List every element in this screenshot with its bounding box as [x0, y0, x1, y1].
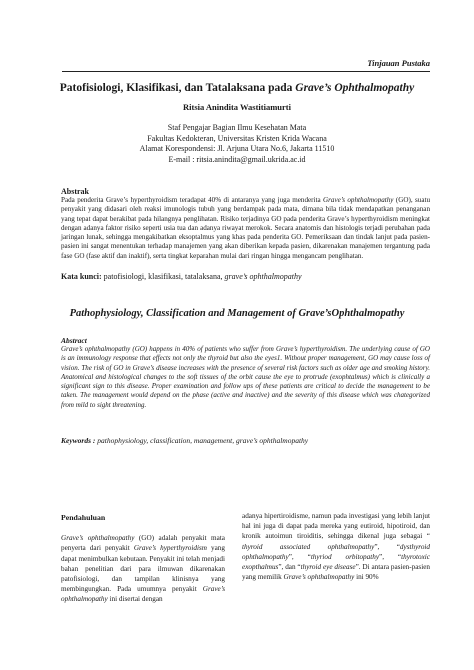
pendahuluan-heading: Pendahuluan — [61, 513, 106, 522]
keywords-text: pathophysiology, classification, management, grave’s ophthalmopathy — [95, 436, 309, 445]
text-italic: dysthyroid ophthalmopathy — [242, 542, 430, 561]
text-part: adanya hipertiroidisme, namun pada investigasi yang lebih lanjut hal ini juga di dapat pada mereka yang eutiroid, hipotiroid, dan kronik autoimun tiroiditis, sehingga dikenal juga sebagai “ — [242, 512, 430, 541]
text-italic: Grave’s ophthalmopathy — [283, 573, 355, 582]
text-italic: thyriod orbitopathy — [310, 552, 380, 561]
abstrak-heading: Abstrak — [61, 187, 90, 196]
body-columns — [61, 513, 430, 653]
section-tag: Tinjauan Pustaka — [367, 58, 430, 68]
text-part: yang dapat menimbulkan kebutaan. Penyakit ini telah menjadi bahan penelitian dari para ilmuwan dikarenakan patofisiologi, dan tampilan klinisnya yang membingungkan. Pada umumnya penyakit — [61, 544, 225, 594]
abstrak-text-part: (GO), suatu penyakit yang didasari oleh reaksi imunologis tubuh yang berdampak pada mata, dimana bila tidak mendapatkan penanganan yang tepat dapat berakibat pada hilangnya penglihatan. Risiko terjadinya GO pada penderita Grave’s hyperthyroidism meningkat dengan adanya faktor risiko seperti usia tua dan adanya riwayat merokok. Secara anatomis dan histologis terjadi perubahan pada jaringan lunak, sehingga mengakibatkan eksoptalmus yang khas pada penderita GO. Pemeriksaan dan tindak lanjut pada pasien-pasien ini sangat menentukan terhadap manajemen yang akan diberikan kepada pasien, dikarenakan manajemen tergantung pada fase GO (fase aktif dan inaktif), serta tingkat keparahan mulai dari ringan hingga mengancam penglihatan. — [61, 196, 430, 260]
abstrak-section — [61, 187, 430, 261]
right-column — [242, 511, 430, 582]
author-name: Ritsia Anindita Wastitiamurti — [183, 102, 291, 112]
abstrak-text — [61, 196, 430, 261]
abstract-heading: Abstract — [61, 336, 87, 345]
text-part: ”, dan “ — [278, 563, 301, 572]
text-part: ini disertai dengan — [107, 595, 163, 604]
keywords-label: Keywords : — [61, 436, 96, 445]
affiliation-line: Alamat Korespondensi: Jl. Arjuna Utara No.6, Jakarta 11510 — [139, 144, 335, 153]
affiliation-block — [40, 123, 434, 165]
affiliation-line: Staf Pengajar Bagian Ilmu Kesehatan Mata — [167, 123, 307, 132]
abstract-text: Grave’s ophthalmopathy (GO) happens in 40% of patients who suffer from Grave’s hyperthyroidism. The underlying cause of GO is an immunology response that effects not only the thyroid but also the eyes1. Without proper management, GO may cause loss of vision. The risk of GO in Grave’s disease increases with the presence of several risk factors such as older age and smoking history. Anatomical and histological changes to the soft tissues of the orbit cause the eye to protrude (exophtalmus) which is clinically a significant sign to this disease. Proper examination and follow ups of these patients are critical to decide the management to be taken. The management would depend on the phase (active and inactive) and the severity of this disease which was chategorized from mild to sight threatening. — [61, 345, 430, 409]
text-italic: Grave’s ophthalmopathy — [61, 585, 225, 604]
header-rule — [62, 71, 430, 72]
text-part: ”, “ — [374, 542, 400, 551]
text-part: ”, “ — [379, 552, 402, 561]
text-italic: thyroid eye disease — [300, 563, 356, 572]
text-italic: thyrotoxic exopthalmus — [242, 552, 430, 572]
affiliation-email: E-mail : ritsia.anindita@gmail.ukrida.ac.id — [168, 154, 306, 164]
kata-kunci-label: Kata kunci: — [61, 272, 102, 281]
pendahuluan-left-text — [61, 533, 225, 604]
text-italic: Grave’s ophthalmopathy — [61, 534, 135, 543]
text-part: ”, “ — [288, 552, 311, 561]
abstrak-text-part: Pada penderita Grave’s hyperthyroidism teradapat 40% di antaranya yang juga menderita — [61, 196, 324, 204]
text-italic: thyroid associated ophthalmopathy — [242, 542, 375, 551]
keywords — [61, 436, 430, 445]
text-part: ”. Di antara pasien-pasien yang memilik — [242, 563, 430, 582]
kata-kunci — [61, 272, 430, 281]
kata-kunci-text: patofisiologi, klasifikasi, tatalaksana, — [101, 272, 225, 281]
left-column — [61, 513, 225, 605]
abstrak-text-italic: Grave’s ophthalmopathy — [323, 196, 394, 204]
kata-kunci-italic: grave’s ophthalmopathy — [224, 272, 302, 281]
text-part: (GO) adalah penyakit mata penyerta dari penyakit — [61, 534, 225, 553]
title-italic: Grave’s Ophthalmopathy — [295, 82, 415, 94]
english-title: Pathophysiology, Classification and Management of Grave’sOphthalmopathy — [69, 308, 405, 319]
text-italic: Grave’s hyperthyroidism — [133, 544, 207, 553]
abstract-section — [61, 336, 430, 410]
title-main: Patofisiologi, Klasifikasi, dan Tatalaksana pada — [59, 82, 296, 94]
text-part: ini 90% — [354, 573, 379, 582]
paper-title — [40, 82, 434, 94]
affiliation-line: Fakultas Kedokteran, Universitas Kristen Krida Wacana — [147, 133, 327, 143]
